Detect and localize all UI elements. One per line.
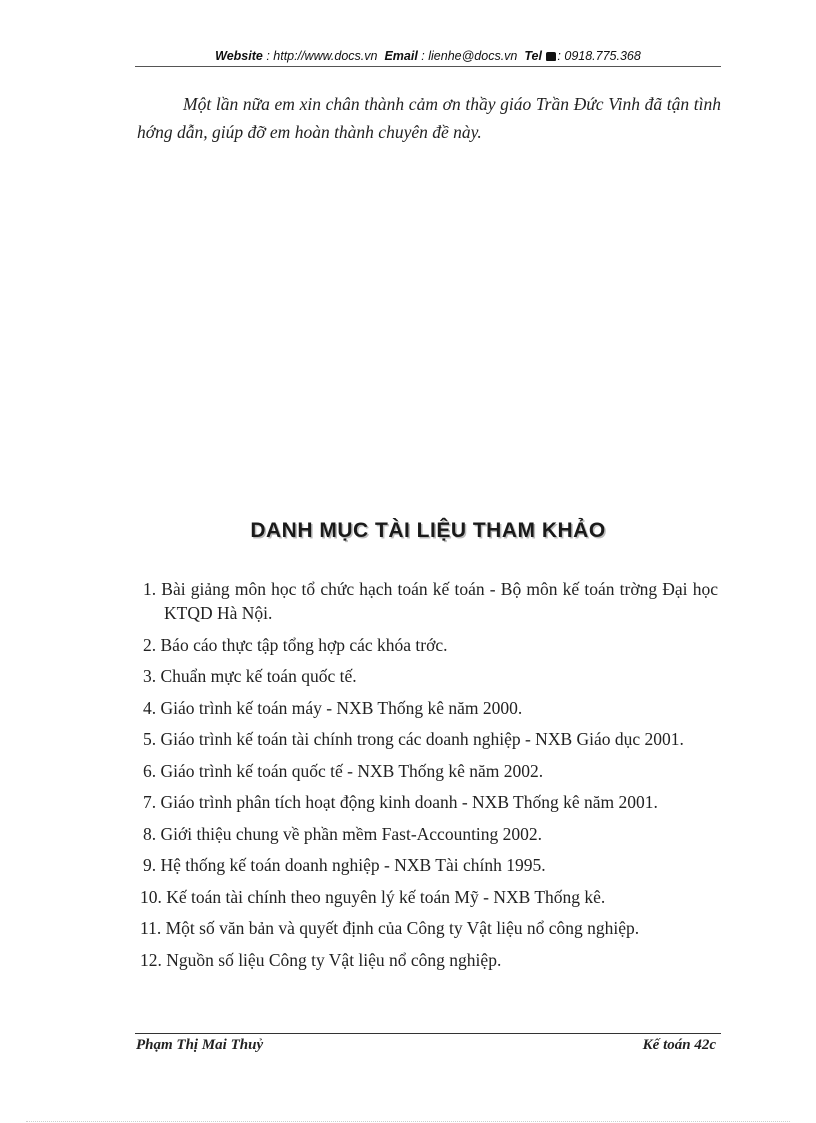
- email-label: Email: [384, 49, 418, 63]
- email-address: : lienhe@docs.vn: [421, 49, 518, 63]
- acknowledgement-paragraph: Một lần nữa em xin chân thành cảm ơn thầy giáo Trần Đức Vinh đã tận tình hớng dẫn, giúp đỡ em hoàn thành chuyên đề này.: [137, 94, 721, 142]
- page-header: [135, 48, 721, 67]
- reference-item: 3. Chuẩn mực kế toán quốc tế.: [143, 666, 357, 686]
- website-label: Website: [215, 49, 263, 63]
- page-bottom-edge: [26, 1121, 790, 1122]
- references-title: DANH MỤC TÀI LIỆU THAM KHẢO: [250, 519, 606, 542]
- reference-item: 7. Giáo trình phân tích hoạt động kinh doanh - NXB Thống kê năm 2001.: [143, 792, 658, 812]
- reference-item: 9. Hệ thống kế toán doanh nghiệp - NXB Tài chính 1995.: [143, 855, 546, 875]
- reference-item: 5. Giáo trình kế toán tài chính trong các doanh nghiệp - NXB Giáo dục 2001.: [143, 729, 684, 749]
- reference-item: 12. Nguồn số liệu Công ty Vật liệu nổ công nghiệp.: [140, 949, 502, 970]
- reference-item: 10. Kế toán tài chính theo nguyên lý kế toán Mỹ - NXB Thống kê.: [140, 886, 606, 907]
- phone-number: : 0918.775.368: [557, 49, 641, 63]
- reference-item: 2. Báo cáo thực tập tổng hợp các khóa trớc.: [143, 634, 448, 655]
- footer-author: Phạm Thị Mai Thuỷ: [136, 1037, 264, 1053]
- telephone-icon: [546, 52, 556, 61]
- tel-label: Tel: [524, 49, 542, 63]
- references-list: [140, 577, 718, 979]
- reference-item: 6. Giáo trình kế toán quốc tế - NXB Thống kê năm 2002.: [143, 760, 544, 781]
- reference-item: 11. Một số văn bản và quyết định của Công ty Vật liệu nổ công nghiệp.: [140, 918, 640, 938]
- reference-item: 1. Bài giảng môn học tổ chức hạch toán kế toán - Bộ môn kế toán trờng Đại học KTQD Hà Nội.: [143, 579, 718, 623]
- website-url: : http://www.docs.vn: [266, 49, 378, 63]
- footer-class: Kế toán 42c: [642, 1037, 716, 1053]
- reference-item: 4. Giáo trình kế toán máy - NXB Thống kê năm 2000.: [143, 697, 523, 718]
- footer-divider: [135, 1033, 721, 1034]
- reference-item: 8. Giới thiệu chung về phần mềm Fast-Accounting 2002.: [143, 823, 543, 844]
